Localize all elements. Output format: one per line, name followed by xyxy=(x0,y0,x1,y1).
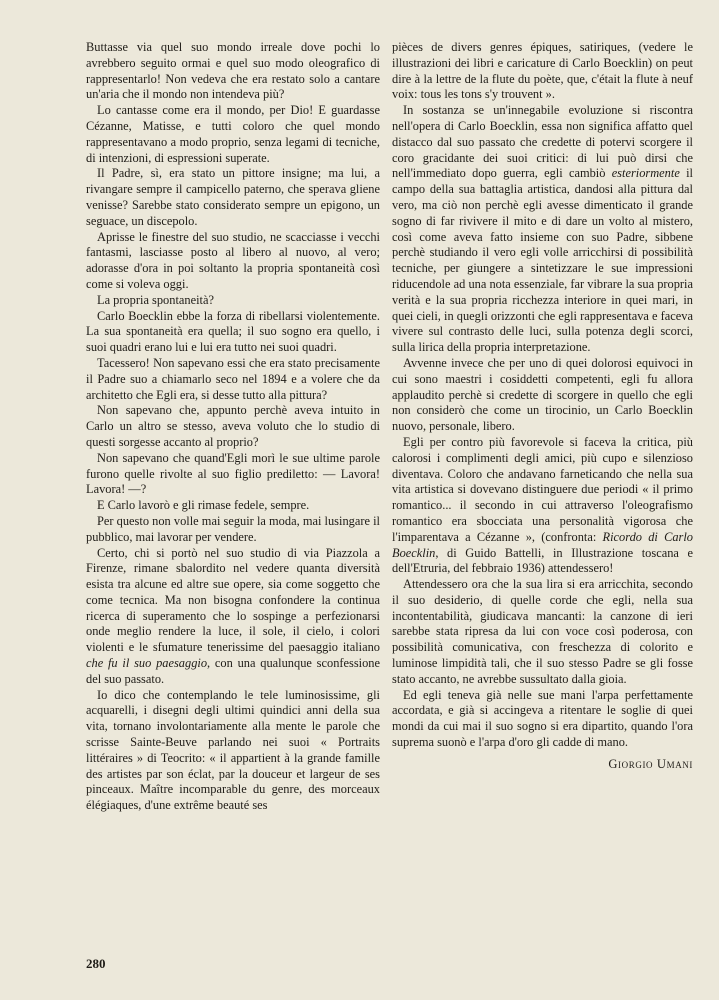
text-run: In sostanza se un'innegabile evoluzione si riscontra nell'opera di Carlo Boecklin, essa non significa affatto quel distacco dal suo passato che credette di potervi scorgere il coro gracidante dei suoi critici: di lui può dirsi che nell'immediato dopo guerra, egli cambiò xyxy=(392,103,693,181)
paragraph xyxy=(86,546,380,688)
paragraph: Io dico che contemplando le tele luminosissime, gli acquarelli, i disegni degli ultimi quindici anni della sua vita, tornano involontariamente alla mente le parole che scrisse Sainte-Beuve parlando nei suoi « Portraits littéraires » di Teocrito: « il appartient à la grande famille des artistes par son éclat, par la douceur et largeur de ses pinceaux. Maître incomparable du genre, des morceaux élégiaques, d'une extrême beauté ses xyxy=(86,687,380,813)
paragraph: Tacessero! Non sapevano essi che era stato precisamente il Padre suo a chiamarlo seco nel 1894 e a volere che da architetto che Egli era, si desse tutto alla pittura? xyxy=(86,355,380,402)
paragraph: Non sapevano che, appunto perchè aveva intuito in Carlo un altro se stesso, aveva voluto che lo studio di questi sorgesse accanto al proprio? xyxy=(86,403,380,449)
paragraph: Avvenne invece che per uno di quei dolorosi equivoci in cui sono maestri i cosiddetti competenti, egli fu allora applaudito perchè si credette di scorgere in quello che egli non considerò che come un tirocinio, un Carlo Boecklin nuovo, personale, libero. xyxy=(392,355,693,434)
right-text-column xyxy=(392,40,693,773)
italic-phrase: che fu il suo paesaggio xyxy=(86,656,208,671)
paragraph xyxy=(392,435,693,577)
paragraph: Aprisse le finestre del suo studio, ne scacciasse i vecchi fantasmi, lasciasse posto al libero al nuovo, al vero; adorasse d'ora in poi soltanto la propria spontaneità così come si voleva oggi. xyxy=(86,229,380,291)
author-signature: Giorgio Umani xyxy=(608,756,693,771)
paragraph: Lo cantasse come era il mondo, per Dio! E guardasse Cézanne, Matisse, e tutti coloro che quel mondo rappresentavano a modo proprio, senza legami di tecniche, di intenzioni, di espressioni superate. xyxy=(86,103,380,165)
page-number: 280 xyxy=(86,956,106,971)
italic-title: Ricordo di Carlo Boecklin xyxy=(392,529,693,560)
paragraph: Non sapevano che quand'Egli morì le sue ultime parole furono quelle rivolte al suo figlio prediletto: — Lavora! Lavora! —? xyxy=(86,450,380,497)
text-run: il campo della sua battaglia artistica, dandosi alla pittura dal vero, ma ciò non perchè egli avesse dimenticato il grande sogno di far rivivere il mito e di dare un volto al mistero, così come aveva fatto insieme con suo Padre, sibbene perchè studiando il vero egli volle arricchirsi di possibilità tecniche, per giungere a sintetizzare le sue impressioni riducendole ad una nota essenziale, far vibrare la sua propria verità e la sua propria ricchezza interiore in quei mari, in quei cieli, in quegli orizzonti che egli rappresentava e faceva vivere sul contrasto delle luci, sulla potenza degli scorci, sulla lirica della propria interpretazione. xyxy=(392,166,693,355)
paragraph: Carlo Boecklin ebbe la forza di ribellarsi violentemente. La sua spontaneità era quella; il suo sogno era quello, i suoi quadri erano lui e lui era tutto nei suoi quadri. xyxy=(86,308,380,355)
paragraph: E Carlo lavorò e gli rimase fedele, sempre. xyxy=(97,498,310,513)
left-text-column xyxy=(86,40,380,814)
italic-word: esteriormente xyxy=(611,166,680,181)
paragraph: pièces de divers genres épiques, satiriques, (vedere le illustrazioni dei libri e caricature di Carlo Boecklin) on peut dire à la lettre de la flute du poète, que, c'était la flute à neuf voix: tous les tons s'y trouvent ». xyxy=(392,40,693,102)
paragraph xyxy=(392,103,693,356)
text-run: Egli per contro più favorevole si faceva la critica, più calorosi i complimenti degli amici, più cupo e silenzioso diventava. Coloro che andavano farneticando che nella sua vita artistica si dovevano distinguere due periodi « il primo romantico... il secondo in cui attraverso l'oleografismo romantico era sbocciata una personalità vigorosa che l'imparentava a Cézanne », (confronta: xyxy=(392,434,693,544)
paragraph: Ed egli teneva già nelle sue mani l'arpa perfettamente accordata, e già si accingeva a ritentare le soglie di quei mondi da cui mai il suo sogno si era dipartito, quando l'ora suprema suonò e l'arpa d'oro gli cadde di mano. xyxy=(392,687,693,750)
paragraph: Attendessero ora che la sua lira si era arricchita, secondo il suo desiderio, di quelle corde che egli, nella sua incontentabilità, giudicava mancanti: la canzone di ieri sarebbe stata ripresa da lui con voce così poderosa, con possibilità comunicativa, con freschezza di colorito e luminose limpidità tali, che il suo stesso Padre se gli fosse stato accanto, ne avrebbe sussultato dalla gioia. xyxy=(392,577,693,686)
text-run: , di Guido Battelli, in Illustrazione toscana e dell'Etruria, del febbraio 1936) attendessero! xyxy=(392,545,693,576)
text-run: , con una qualunque sconfessione del suo passato. xyxy=(86,656,380,686)
paragraph: Buttasse via quel suo mondo irreale dove pochi lo avrebbero seguito ormai e quel suo modo oleografico di rappresentarlo! Non vedeva che era restato solo a cantare un'aria che il mondo non intendeva più? xyxy=(86,40,380,102)
paragraph: La propria spontaneità? xyxy=(97,292,214,307)
paragraph: Per questo non volle mai seguir la moda, mai lusingare il pubblico, mai lavorar per vendere. xyxy=(86,513,380,544)
paragraph: Il Padre, sì, era stato un pittore insigne; ma lui, a rivangare sempre il campicello paterno, che sperava gliene venisse? Sarebbe stato considerato sempre un epigono, un seguace, un discepolo. xyxy=(86,166,380,228)
text-run: Certo, chi si portò nel suo studio di via Piazzola a Firenze, rimane sbalordito nel vedere quanta diversità esista tra alcune ed altre sue opere, sia come soggetto che come tecnica. Ma non bisogna confondere la continua ricerca di superamento che lo sospinge a perfezionarsi onde meglio rendere la luce, il sole, il cielo, i colori violenti e le sfumature tenerissime del paesaggio italiano xyxy=(86,545,380,655)
